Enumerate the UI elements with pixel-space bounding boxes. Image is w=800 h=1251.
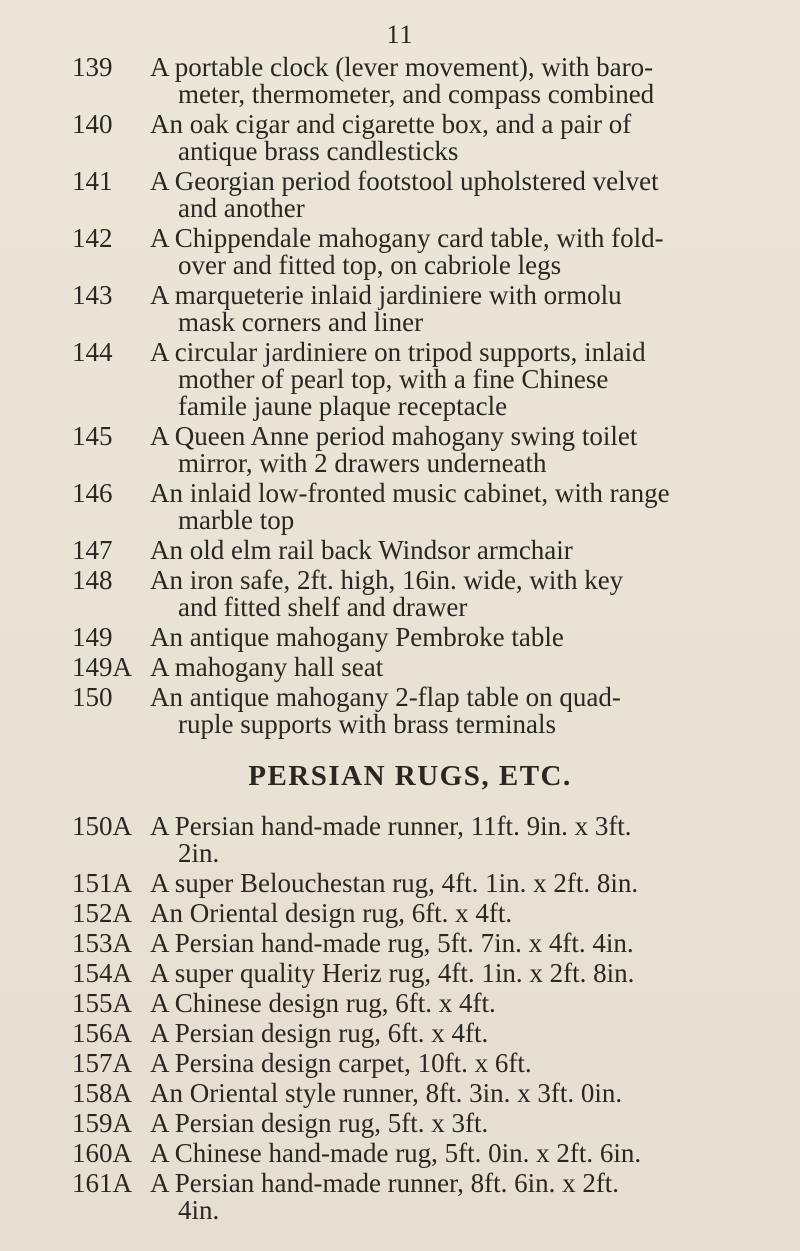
lot-entry bbox=[0, 567, 800, 621]
lot-description bbox=[150, 282, 770, 336]
lot-description-line: A mahogany hall seat bbox=[150, 652, 384, 682]
lot-number: 151A bbox=[72, 868, 132, 898]
lot-number: 145 bbox=[72, 421, 113, 451]
lot-entry bbox=[0, 900, 800, 927]
lot-entry bbox=[0, 537, 800, 564]
lot-description bbox=[150, 1020, 770, 1047]
lot-description-line: A super Belouchestan rug, 4ft. 1in. x 2ft. 8in. bbox=[150, 868, 639, 898]
lot-entry bbox=[0, 990, 800, 1017]
lot-entry bbox=[0, 1170, 800, 1224]
lot-description bbox=[150, 960, 770, 987]
lot-description-line: A Chippendale mahogany card table, with fold- bbox=[150, 223, 664, 253]
lot-number: 157A bbox=[72, 1048, 132, 1078]
lot-description-line: A Persina design carpet, 10ft. x 6ft. bbox=[150, 1048, 532, 1078]
lot-entry bbox=[0, 339, 800, 420]
lot-entry bbox=[0, 1080, 800, 1107]
lot-number: 150 bbox=[72, 682, 113, 712]
lot-entry bbox=[0, 930, 800, 957]
lot-description-line: marble top bbox=[178, 505, 295, 535]
lot-description-line: An Oriental design rug, 6ft. x 4ft. bbox=[150, 898, 513, 928]
lot-description bbox=[150, 813, 770, 867]
lot-number: 153A bbox=[72, 928, 132, 958]
lot-description-line: A Georgian period footstool upholstered velvet bbox=[150, 166, 659, 196]
lot-description-line: A Chinese design rug, 6ft. x 4ft. bbox=[150, 988, 496, 1018]
lot-entry bbox=[0, 1050, 800, 1077]
lot-entry bbox=[0, 654, 800, 681]
lot-entry bbox=[0, 624, 800, 651]
lot-number: 143 bbox=[72, 280, 113, 310]
section-heading: PERSIAN RUGS, ETC. bbox=[248, 760, 572, 792]
rug-lots bbox=[0, 813, 800, 1224]
lot-description bbox=[150, 339, 770, 420]
lot-entry bbox=[0, 225, 800, 279]
lot-entry bbox=[0, 1140, 800, 1167]
lot-description-line: A Chinese hand-made rug, 5ft. 0in. x 2ft. 6in. bbox=[150, 1138, 642, 1168]
lot-entry bbox=[0, 168, 800, 222]
lot-description-line: antique brass candlesticks bbox=[178, 136, 459, 166]
lot-entry bbox=[0, 282, 800, 336]
lot-description bbox=[150, 624, 770, 651]
lot-description bbox=[150, 1080, 770, 1107]
lot-description-line: over and fitted top, on cabriole legs bbox=[178, 250, 562, 280]
lot-description bbox=[150, 654, 770, 681]
lot-description-line: 4in. bbox=[178, 1195, 220, 1225]
lot-entry bbox=[0, 1020, 800, 1047]
page-number: 11 bbox=[386, 20, 414, 49]
lot-entry bbox=[0, 111, 800, 165]
lot-number: 150A bbox=[72, 811, 132, 841]
lot-number: 144 bbox=[72, 337, 113, 367]
lot-description-line: A Persian design rug, 5ft. x 3ft. bbox=[150, 1108, 489, 1138]
lot-number: 146 bbox=[72, 478, 113, 508]
lot-number: 161A bbox=[72, 1168, 132, 1198]
lot-description-line: and fitted shelf and drawer bbox=[178, 592, 468, 622]
lot-number: 156A bbox=[72, 1018, 132, 1048]
lot-description bbox=[150, 990, 770, 1017]
lot-entry bbox=[0, 480, 800, 534]
lot-description-line: famile jaune plaque receptacle bbox=[178, 391, 508, 421]
lot-description-line: and another bbox=[178, 193, 305, 223]
lot-number: 154A bbox=[72, 958, 132, 988]
lot-description-line: meter, thermometer, and compass combined bbox=[178, 79, 655, 109]
lot-description-line: ruple supports with brass terminals bbox=[178, 709, 556, 739]
lot-description-line: An antique mahogany Pembroke table bbox=[150, 622, 564, 652]
lot-description bbox=[150, 225, 770, 279]
lot-number: 148 bbox=[72, 565, 113, 595]
lot-entry bbox=[0, 423, 800, 477]
lot-description-line: An antique mahogany 2-flap table on quad- bbox=[150, 682, 621, 712]
lot-entry bbox=[0, 813, 800, 867]
lot-description-line: mother of pearl top, with a fine Chinese bbox=[178, 364, 609, 394]
lot-description bbox=[150, 54, 770, 108]
lot-number: 141 bbox=[72, 166, 113, 196]
lot-description-line: An iron safe, 2ft. high, 16in. wide, with key bbox=[150, 565, 624, 595]
lot-description-line: 2in. bbox=[178, 838, 220, 868]
lot-number: 152A bbox=[72, 898, 132, 928]
lot-entry bbox=[0, 54, 800, 108]
lot-number: 158A bbox=[72, 1078, 132, 1108]
lot-description bbox=[150, 1050, 770, 1077]
lot-entry bbox=[0, 960, 800, 987]
lot-description-line: A Persian hand-made rug, 5ft. 7in. x 4ft. 4in. bbox=[150, 928, 634, 958]
lot-description bbox=[150, 168, 770, 222]
lot-number: 159A bbox=[72, 1108, 132, 1138]
lot-description-line: A Queen Anne period mahogany swing toilet bbox=[150, 421, 638, 451]
lot-number: 160A bbox=[72, 1138, 132, 1168]
lot-entry bbox=[0, 870, 800, 897]
furniture-lots bbox=[0, 54, 800, 738]
lot-description bbox=[150, 930, 770, 957]
lot-description-line: An Oriental style runner, 8ft. 3in. x 3ft. 0in. bbox=[150, 1078, 623, 1108]
lot-description-line: A Persian hand-made runner, 8ft. 6in. x 2ft. bbox=[150, 1168, 620, 1198]
lot-number: 147 bbox=[72, 535, 113, 565]
lot-number: 149A bbox=[72, 652, 132, 682]
lot-description bbox=[150, 111, 770, 165]
lot-description-line: mirror, with 2 drawers underneath bbox=[178, 448, 547, 478]
lot-number: 140 bbox=[72, 109, 113, 139]
lot-description-line: An old elm rail back Windsor armchair bbox=[150, 535, 573, 565]
lot-description bbox=[150, 1110, 770, 1137]
lot-description-line: A Persian hand-made runner, 11ft. 9in. x 3ft. bbox=[150, 811, 632, 841]
lot-entry bbox=[0, 1110, 800, 1137]
lot-number: 155A bbox=[72, 988, 132, 1018]
lot-description bbox=[150, 1170, 770, 1224]
lot-description-line: An oak cigar and cigarette box, and a pair of bbox=[150, 109, 632, 139]
lot-description-line: mask corners and liner bbox=[178, 307, 424, 337]
lot-description bbox=[150, 423, 770, 477]
lot-list bbox=[0, 54, 800, 1227]
lot-description bbox=[150, 684, 770, 738]
lot-number: 149 bbox=[72, 622, 113, 652]
lot-entry bbox=[0, 684, 800, 738]
lot-description-line: An inlaid low-fronted music cabinet, with range bbox=[150, 478, 670, 508]
lot-description-line: A portable clock (lever movement), with baro- bbox=[150, 52, 654, 82]
lot-description bbox=[150, 870, 770, 897]
lot-description bbox=[150, 567, 770, 621]
lot-description-line: A marqueterie inlaid jardiniere with ormolu bbox=[150, 280, 622, 310]
lot-description bbox=[150, 1140, 770, 1167]
lot-description-line: A Persian design rug, 6ft. x 4ft. bbox=[150, 1018, 489, 1048]
lot-description bbox=[150, 537, 770, 564]
lot-number: 142 bbox=[72, 223, 113, 253]
lot-description bbox=[150, 480, 770, 534]
lot-description-line: A circular jardiniere on tripod supports, inlaid bbox=[150, 337, 646, 367]
lot-description bbox=[150, 900, 770, 927]
lot-description-line: A super quality Heriz rug, 4ft. 1in. x 2ft. 8in. bbox=[150, 958, 635, 988]
lot-number: 139 bbox=[72, 52, 113, 82]
